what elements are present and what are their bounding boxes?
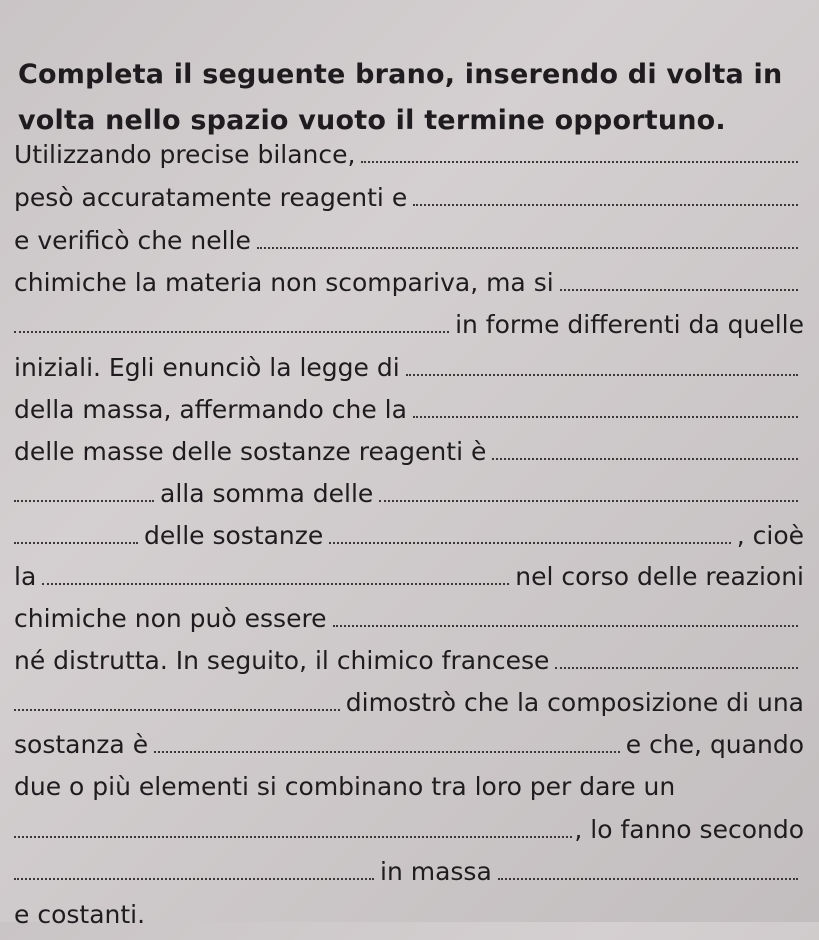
answer-blank-14[interactable] [333,605,798,627]
passage-line-12 [14,604,804,644]
passage-text: alla somma delle [160,479,374,508]
answer-blank-1[interactable] [361,141,798,163]
answer-blank-2[interactable] [413,184,798,206]
passage-text: due o più elementi si combinano tra loro per dare un [14,772,676,801]
passage-text: nel corso delle reazioni [515,562,804,591]
passage-text: delle masse delle sostanze reagenti è [14,437,487,466]
instruction-line-1: Completa il seguente brano, inserendo di volta in [18,59,783,90]
answer-blank-5[interactable] [14,311,449,333]
answer-blank-19[interactable] [14,858,374,880]
answer-blank-17[interactable] [154,731,620,753]
answer-blank-7[interactable] [413,396,798,418]
answer-blank-16[interactable] [14,689,340,711]
passage-text: iniziali. Egli enunciò la legge di [14,353,400,382]
passage-text: la [14,562,37,591]
passage-text: dimostrò che la composizione di una [345,688,804,717]
passage-text: pesò accuratamente reagenti e [14,183,408,212]
passage-text: della massa, affermando che la [14,395,407,424]
passage-text: , cioè [736,521,804,550]
exercise-instruction [18,52,798,144]
answer-blank-13[interactable] [42,563,509,585]
passage-text: chimiche non può essere [14,604,327,633]
passage-text: , lo fanno secondo [574,815,804,844]
passage-line-7 [14,395,804,435]
passage-line-6 [14,353,804,393]
passage-line-4 [14,268,804,308]
passage-text: chimiche la materia non scompariva, ma si [14,268,554,297]
passage-line-2 [14,183,804,223]
answer-blank-3[interactable] [257,227,798,249]
passage-line-16 [14,772,804,812]
passage-line-8 [14,437,804,477]
passage-text: in forme differenti da quelle [455,310,804,339]
answer-blank-8[interactable] [492,438,798,460]
passage-text: né distrutta. In seguito, il chimico francese [14,646,550,675]
answer-blank-6[interactable] [406,354,798,376]
passage-line-18 [14,857,804,897]
passage-line-14 [14,688,804,728]
passage-line-19 [14,900,804,940]
answer-blank-9[interactable] [14,480,154,502]
answer-blank-15[interactable] [555,647,798,669]
passage-line-9 [14,479,804,519]
answer-blank-10[interactable] [379,480,798,502]
instruction-line-2: volta nello spazio vuoto il termine opportuno. [18,105,726,136]
passage-text: e verificò che nelle [14,226,251,255]
passage-text: Utilizzando precise bilance, [14,140,356,169]
passage-line-17 [14,815,804,855]
answer-blank-20[interactable] [498,858,798,880]
answer-blank-11[interactable] [14,522,138,544]
answer-blank-18[interactable] [14,816,572,838]
answer-blank-4[interactable] [560,269,798,291]
passage-text: in massa [380,857,492,886]
passage-line-3 [14,226,804,266]
passage-line-1 [14,140,804,180]
passage-line-13 [14,646,804,686]
answer-blank-12[interactable] [329,522,730,544]
passage-line-5 [14,310,804,350]
passage-line-15 [14,730,804,770]
passage-text: sostanza è [14,730,149,759]
passage-line-10 [14,521,804,561]
passage-text: delle sostanze [144,521,324,550]
passage-text: e che, quando [625,730,804,759]
passage-line-11 [14,562,804,602]
passage-text: e costanti. [14,900,146,929]
